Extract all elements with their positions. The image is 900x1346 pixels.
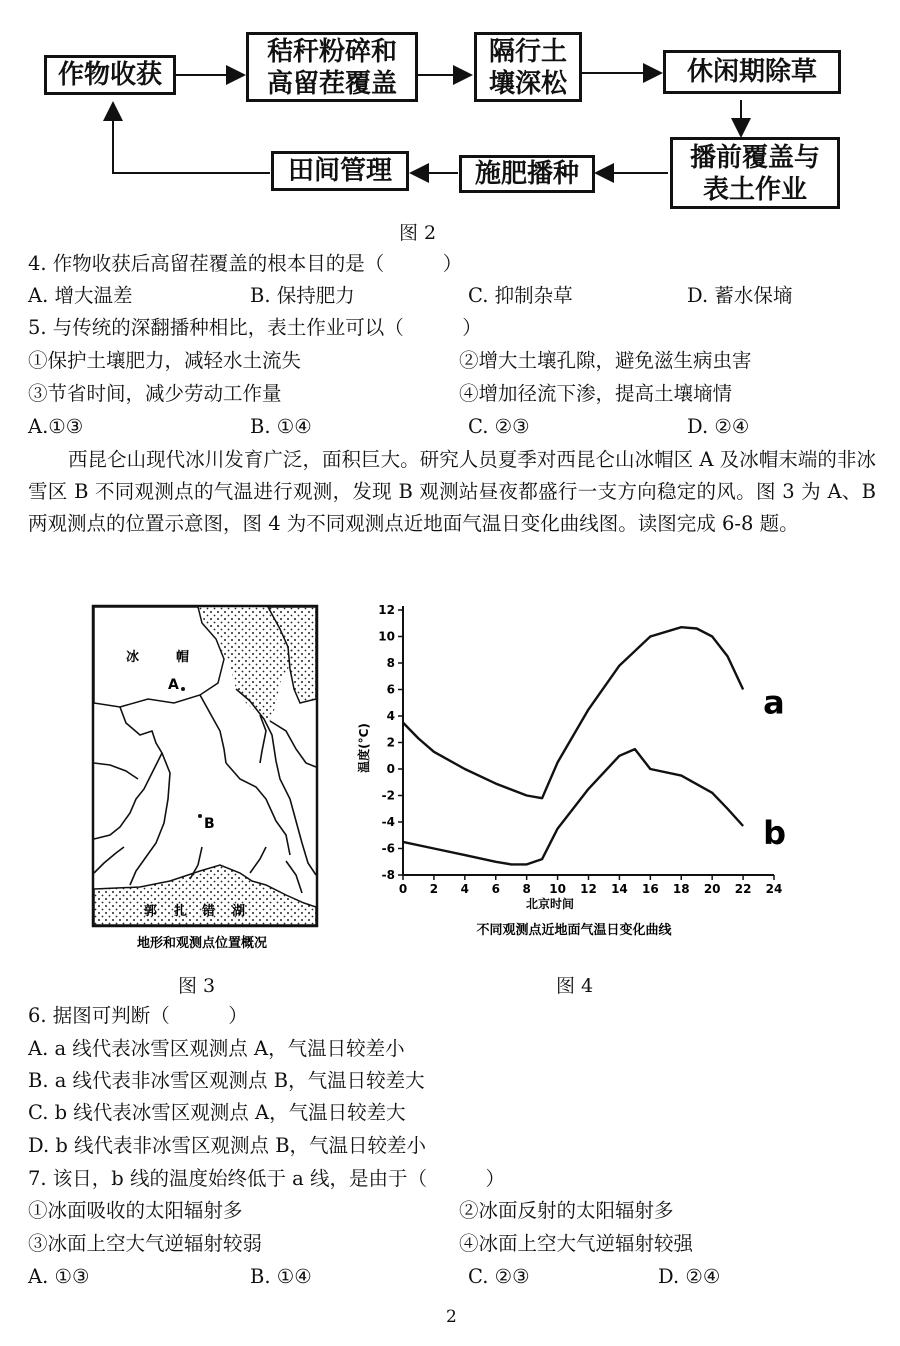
x-tick-label: 2 [429,882,439,896]
y-tick-label: -6 [381,841,395,856]
x-tick-label: 14 [611,882,628,896]
x-tick-label: 22 [734,882,752,896]
q5-option-a: A.①③ [28,415,84,438]
flow-box-subsoil [474,32,582,102]
q6-option-d: D. b 线代表非冰雪区观测点 B，气温日较差小 [28,1134,427,1157]
flow-box-weeding: 休闲期除草 [663,50,841,94]
fig3-map-title: 地形和观测点位置概况 [136,936,268,951]
x-tick-label: 0 [398,882,408,896]
q5-stem: 5. 与传统的深翻播种相比，表土作业可以（ ） [28,316,482,339]
q5-option-c: C. ②③ [468,415,530,438]
flow-box-cover-line2: 表土作业 [702,175,807,205]
fig3-caption: 图 3 [178,975,216,997]
q6-option-b: B. a 线代表非冰雪区观测点 B，气温日较差大 [28,1069,425,1092]
x-tick-label: 16 [641,882,659,896]
q4-option-d: D. 蓄水保墒 [687,284,793,307]
q4-stem: 4. 作物收获后高留茬覆盖的根本目的是（ ） [28,252,463,275]
x-tick-label: 24 [765,882,783,896]
map-label-a: A [168,677,179,693]
y-tick-label: 4 [386,709,395,723]
y-tick-label: 12 [378,603,395,617]
map-label-lake-2: 扎 [174,904,188,919]
q5-item-4: ④增加径流下渗，提高土壤墒情 [459,382,733,405]
series-line-a [403,627,743,798]
q4-option-b: B. 保持肥力 [250,284,355,307]
y-tick-label: 10 [378,629,395,644]
y-tick-label: 2 [386,735,395,750]
q6-option-a: A. a 线代表冰雪区观测点 A，气温日较差小 [28,1037,405,1060]
x-tick-label: 20 [703,882,721,896]
x-tick-label: 8 [522,882,531,896]
fig4-caption: 图 4 [556,975,594,997]
y-tick-label: -2 [381,788,395,803]
chart-title: 不同观测点近地面气温日变化曲线 [476,923,672,938]
q7-option-d: D. ②④ [658,1265,721,1288]
flow-box-straw [246,32,418,102]
y-tick-label: 6 [386,682,395,697]
q7-option-c: C. ②③ [468,1265,530,1288]
passage: 西昆仑山现代冰川发育广泛，面积巨大。研究人员夏季对西昆仑山冰帽区 A 及冰帽末端的非冰雪区 B 不同观测点的气温进行观测，发现 B 观测站昼夜都盛行一支方向稳定的风。图 3 为 A、B 两观测点的位置示意图，图 4 为不同观测点近地面气温日变化曲线图。读图完成 6-8 题。 [28,448,876,535]
x-tick-label: 4 [460,882,470,896]
q6-option-c: C. b 线代表冰雪区观测点 A，气温日较差大 [28,1101,406,1124]
flow-box-straw-line2: 高留茬覆盖 [266,69,397,99]
q7-stem: 7. 该日，b 线的温度始终低于 a 线，是由于（ ） [28,1167,506,1190]
y-tick-label: 0 [386,762,395,776]
chart-series [403,627,786,864]
station-b-dot [198,814,202,818]
q7-item-4: ④冰面上空大气逆辐射较强 [459,1232,694,1255]
fig2-caption: 图 2 [399,222,437,244]
flow-box-straw-line1: 秸秆粉碎和 [266,37,397,67]
flow-box-harvest: 作物收获 [44,55,176,95]
flow-box-field: 田间管理 [271,151,409,191]
chart-y-label: 温度(°C) [357,723,371,773]
y-tick-label: -4 [381,815,395,829]
map-label-b: B [204,816,215,832]
flow-box-subsoil-line1: 隔行土 [488,37,567,67]
station-a-dot [181,687,185,691]
map-label-lake-4: 湖 [232,904,246,919]
series-label-b: b [763,813,786,852]
q5-item-3: ③节省时间，减少劳动工作量 [28,382,282,405]
map-label-lake-1: 郭 [144,904,158,919]
y-tick-label: 8 [386,656,395,670]
map-label-ice-2: 帽 [176,650,190,665]
q7-item-2: ②冰面反射的太阳辐射多 [459,1199,674,1222]
flow-box-cover [670,137,840,209]
x-tick-label: 6 [491,882,500,896]
q4-option-c: C. 抑制杂草 [468,284,573,307]
x-tick-label: 18 [672,882,690,896]
flow-box-fertilize: 施肥播种 [459,155,595,193]
series-label-a: a [763,683,785,722]
flow-box-subsoil-line2: 壤深松 [488,69,567,99]
q5-item-1: ①保护土壤肥力，减轻水土流失 [28,349,302,372]
chart-x-label: 北京时间 [525,897,575,911]
x-tick-label: 12 [580,882,597,896]
page-number: 2 [446,1307,457,1327]
y-tick-label: -8 [381,868,395,882]
q7-option-b: B. ①④ [250,1265,312,1288]
fig3-map [90,603,320,963]
q4-option-a: A. 增大温差 [28,284,133,307]
map-label-ice-1: 冰 [126,650,140,665]
x-tick-label: 10 [549,882,566,896]
q6-stem: 6. 据图可判断（ ） [28,1004,248,1027]
q7-item-3: ③冰面上空大气逆辐射较弱 [28,1232,263,1255]
q5-item-2: ②增大土壤孔隙，避免滋生病虫害 [459,349,752,372]
q5-option-d: D. ②④ [687,415,750,438]
q7-option-a: A. ①③ [28,1265,90,1288]
series-line-b [403,749,743,864]
q7-item-1: ①冰面吸收的太阳辐射多 [28,1199,243,1222]
fig4-chart [350,598,790,948]
map-label-lake-3: 错 [202,904,216,919]
q5-option-b: B. ①④ [250,415,312,438]
flow-box-cover-line1: 播前覆盖与 [689,143,820,173]
